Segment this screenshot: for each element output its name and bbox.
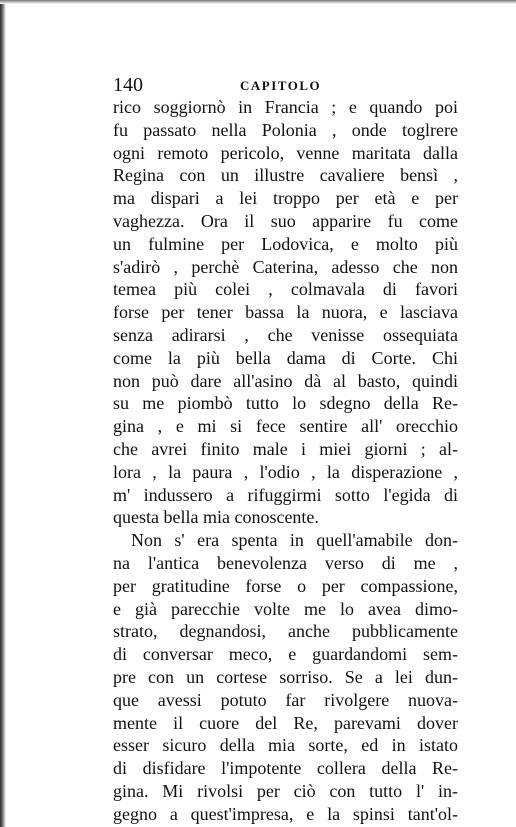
text-line: gegno a quest'impresa, e la spinsi tant'ol-	[113, 803, 458, 824]
page-number: 140	[113, 74, 143, 96]
text-line: di conversar meco, e guardandomi sem-	[113, 644, 458, 665]
text-line: fu passato nella Polonia , onde toglrere	[113, 119, 458, 140]
text-line: temea più colei , colmavala di favori	[113, 279, 458, 300]
text-line: na l'antica benevolenza verso di me ,	[113, 552, 458, 573]
text-line: gina , e mi si fece sentire all' orecchio	[113, 416, 458, 437]
text-line: mente il cuore del Re, parevami dover	[113, 712, 458, 733]
text-line: forse per tener bassa la nuora, e lasciava	[113, 302, 458, 323]
page-header	[113, 74, 458, 96]
text-line: di disfidare l'impotente collera della Re-	[113, 758, 458, 779]
scan-edge-left	[0, 0, 6, 827]
text-line: e già parecchie volte me lo avea dimo-	[113, 598, 458, 619]
text-line: su me piombò tutto lo sdegno della Re-	[113, 393, 458, 414]
body-text	[113, 96, 458, 826]
text-line: gina. Mi rivolsi per ciò con tutto l' in-	[113, 780, 458, 801]
text-line: esser sicuro della mia sorte, ed in istato	[113, 735, 458, 756]
text-line: questa bella mia conoscente.	[113, 507, 319, 528]
text-line: per gratitudine forse o per compassione,	[113, 575, 458, 596]
text-line: non può dare all'asino dà al basto, quindi	[113, 370, 458, 391]
text-line: ma dispari a lei troppo per età e per	[113, 188, 458, 209]
text-line: lora , la paura , l'odio , la disperazione ,	[113, 461, 458, 482]
text-line: m' indussero a rifuggirmi sotto l'egida di	[113, 484, 458, 505]
text-line: ogni remoto pericolo, venne maritata dalla	[113, 142, 458, 163]
text-line: Regina con un illustre cavaliere bensì ,	[113, 165, 458, 186]
text-line: come la più bella dama di Corte. Chi	[113, 347, 458, 368]
text-line: un fulmine per Lodovica, e molto più	[113, 233, 458, 254]
scan-edge-top	[0, 0, 516, 4]
text-line: strato, degnandosi, anche pubblicamente	[113, 621, 458, 642]
text-line: s'adirò , perchè Caterina, adesso che non	[113, 256, 458, 277]
text-line: que avessi potuto far rivolgere nuova-	[113, 689, 458, 710]
text-line: Non s' era spenta in quell'amabile don-	[131, 530, 458, 551]
text-line: rico soggiornò in Francia ; e quando poi	[113, 97, 458, 117]
running-head: CAPITOLO	[240, 78, 322, 93]
text-line: vaghezza. Ora il suo apparire fu come	[113, 210, 458, 231]
text-line: senza adirarsi , che venisse ossequiata	[113, 324, 458, 345]
text-line: che avrei finito male i miei giorni ; al-	[113, 438, 458, 459]
text-line: pre con un cortese sorriso. Se a lei dun-	[113, 666, 458, 687]
